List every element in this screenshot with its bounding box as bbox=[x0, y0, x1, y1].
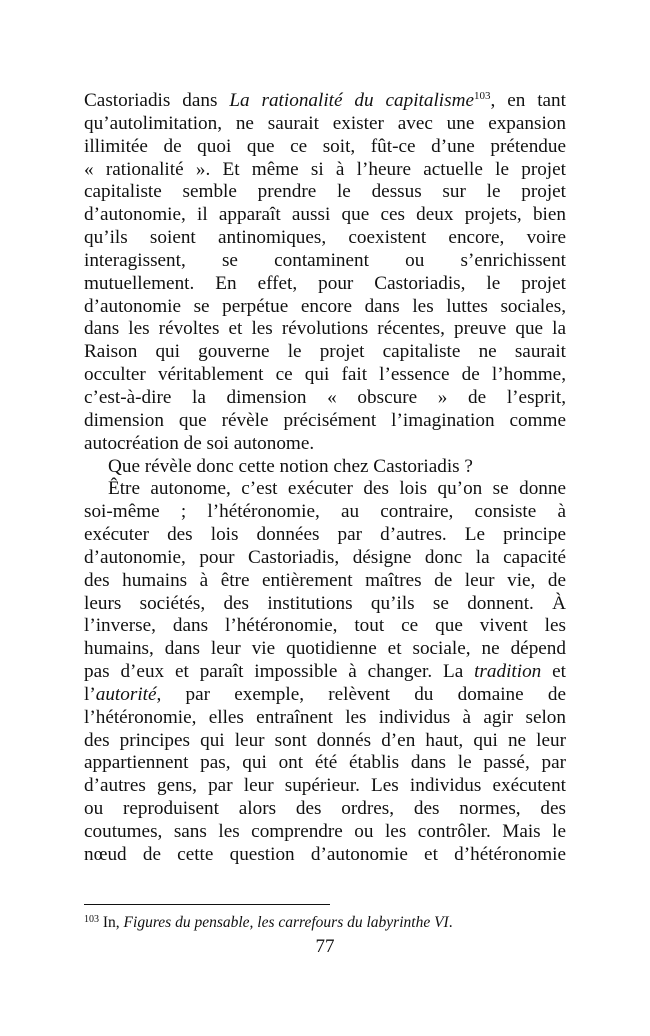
text-line bbox=[84, 638, 566, 661]
text-segment: exécuter des lois données par d’autres. Le principe bbox=[84, 524, 566, 546]
text-line bbox=[84, 775, 566, 798]
italic-text: tradition bbox=[474, 661, 542, 683]
footnote-prefix: In, bbox=[99, 914, 124, 931]
text-segment: d’autonomie se perpétue encore dans les luttes sociales, bbox=[84, 295, 566, 317]
footnote-number: 103 bbox=[84, 914, 99, 925]
text-line bbox=[84, 844, 566, 867]
text-segment: dimension que révèle précisément l’imagination comme bbox=[84, 409, 566, 431]
text-line bbox=[84, 547, 566, 570]
text-segment: capitaliste semble prendre le dessus sur le projet bbox=[84, 181, 566, 203]
text-line bbox=[84, 798, 566, 821]
text-line bbox=[84, 752, 566, 775]
footnote-separator bbox=[84, 904, 330, 905]
text-line bbox=[84, 433, 566, 456]
page-number: 77 bbox=[315, 936, 335, 957]
text-line bbox=[84, 341, 566, 364]
text-segment: Raison qui gouverne le projet capitaliste ne saurait bbox=[84, 341, 566, 363]
text-line bbox=[84, 250, 566, 273]
text-line bbox=[84, 227, 566, 250]
text-segment: d’autres gens, par leur supérieur. Les individus exécutent bbox=[84, 775, 566, 797]
text-line bbox=[84, 524, 566, 547]
text-segment: d’autonomie, il apparaît aussi que ces deux projets, bien bbox=[84, 204, 566, 226]
text-segment: Castoriadis dans bbox=[84, 90, 230, 111]
text-line bbox=[84, 615, 566, 638]
text-segment: et bbox=[541, 661, 566, 683]
text-segment: « rationalité ». Et même si à l’heure actuelle le projet bbox=[84, 158, 566, 180]
text-line bbox=[84, 113, 566, 136]
text-segment: qu’ils soient antinomiques, coexistent encore, voire bbox=[84, 227, 566, 249]
text-segment: dans les révoltes et les révolutions récentes, preuve que la bbox=[84, 318, 566, 340]
text-line bbox=[84, 296, 566, 319]
text-segment: mutuellement. En effet, pour Castoriadis, le projet bbox=[84, 272, 566, 294]
text-segment: interagissent, se contaminent ou s’enrichissent bbox=[84, 249, 566, 271]
text-line bbox=[84, 318, 566, 341]
text-line bbox=[84, 684, 566, 707]
text-line bbox=[84, 181, 566, 204]
text-segment: pas d’eux et paraît impossible à changer. La bbox=[84, 661, 475, 683]
footnote-reference: 103 bbox=[473, 90, 491, 102]
text-segment: appartiennent pas, qui ont été établis dans le passé, par bbox=[84, 752, 566, 774]
italic-text: La rationalité du capitalisme bbox=[229, 90, 474, 111]
text-line bbox=[84, 570, 566, 593]
text-segment: leurs sociétés, des institutions qu’ils se donnent. À bbox=[84, 592, 566, 614]
text-segment: c’est-à-dire la dimension « obscure » de l’esprit, bbox=[84, 386, 566, 408]
text-line bbox=[84, 90, 566, 113]
text-line bbox=[84, 204, 566, 227]
text-segment: des principes qui leur sont donnés d’en haut, qui ne leur bbox=[84, 729, 566, 751]
text-segment: occulter véritablement ce qui fait l’essence de l’homme, bbox=[84, 364, 566, 386]
text-segment: autocréation de soi autonome. bbox=[84, 432, 315, 454]
footnote bbox=[84, 914, 453, 932]
text-segment: nœud de cette question d’autonomie et d’hétéronomie bbox=[84, 843, 566, 865]
text-segment: d’autonomie, pour Castoriadis, désigne donc la capacité bbox=[84, 546, 566, 568]
text-segment: l’inverse, dans l’hétéronomie, tout ce que vivent les bbox=[84, 615, 566, 637]
text-segment: humains, dans leur vie quotidienne et sociale, ne dépend bbox=[84, 638, 566, 660]
text-line bbox=[84, 410, 566, 433]
text-line bbox=[84, 136, 566, 159]
text-segment: coutumes, sans les comprendre ou les contrôler. Mais le bbox=[84, 821, 566, 842]
italic-text: autorité bbox=[95, 683, 157, 705]
body-text bbox=[84, 90, 566, 867]
text-segment: soi-même ; l’hétéronomie, au contraire, consiste à bbox=[84, 501, 566, 523]
text-segment: l’ bbox=[84, 683, 96, 705]
text-line bbox=[84, 730, 566, 753]
text-line bbox=[84, 456, 566, 479]
text-line bbox=[84, 273, 566, 296]
text-line bbox=[84, 501, 566, 524]
text-line bbox=[84, 387, 566, 410]
text-line bbox=[84, 821, 566, 844]
text-line bbox=[84, 159, 566, 182]
text-segment: l’hétéronomie, elles entraînent les individus à agir selon bbox=[84, 706, 566, 728]
text-segment: Que révèle donc cette notion chez Castoriadis ? bbox=[108, 455, 473, 477]
text-line bbox=[84, 661, 566, 684]
text-segment: ou reproduisent alors des ordres, des normes, des bbox=[84, 798, 566, 820]
text-segment: illimitée de quoi que ce soit, fût-ce d’une prétendue bbox=[84, 135, 566, 157]
footnote-title: Figures du pensable, les carrefours du labyrinthe VI bbox=[123, 914, 449, 931]
text-line bbox=[84, 593, 566, 616]
text-segment: , par exemple, relèvent du domaine de bbox=[156, 683, 566, 705]
footnote-suffix: . bbox=[448, 914, 453, 931]
text-segment: , en tant bbox=[490, 90, 566, 111]
text-line bbox=[84, 478, 566, 501]
text-line bbox=[84, 707, 566, 730]
text-segment: des humains à être entièrement maîtres de leur vie, de bbox=[84, 569, 566, 591]
text-segment: qu’autolimitation, ne saurait exister avec une expansion bbox=[84, 112, 566, 134]
text-segment: Être autonome, c’est exécuter des lois qu’on se donne bbox=[108, 478, 566, 500]
text-line bbox=[84, 364, 566, 387]
